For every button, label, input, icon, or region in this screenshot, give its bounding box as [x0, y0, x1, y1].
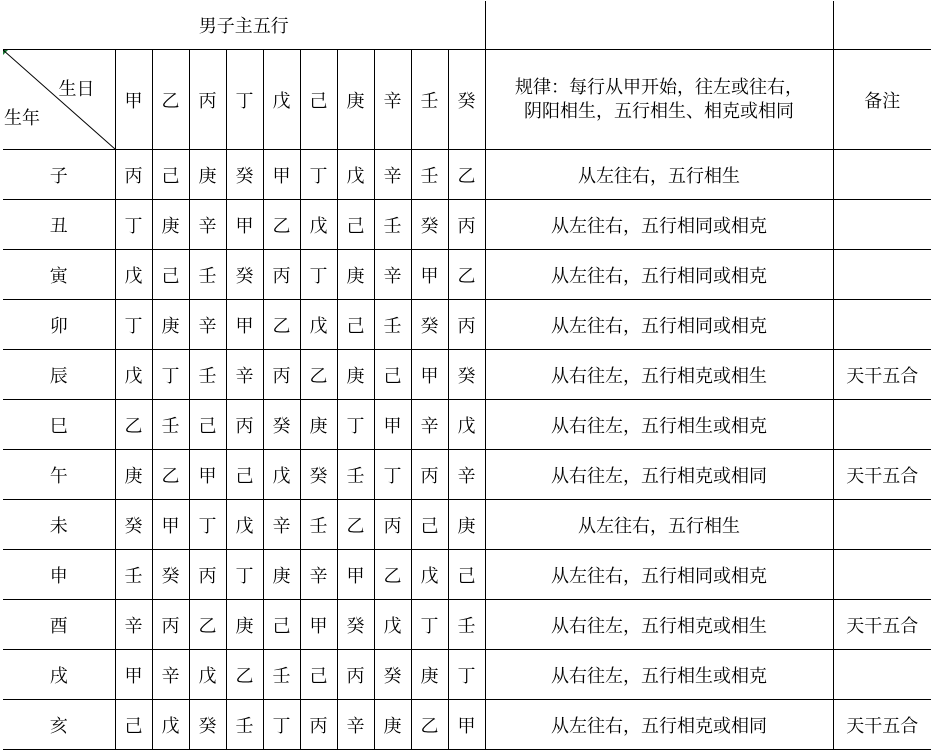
table-row: [3, 350, 931, 400]
stem-cell: 乙: [337, 500, 374, 550]
stem-cell: 乙: [152, 450, 189, 500]
stem-cell: 乙: [263, 200, 300, 250]
stem-cell: 壬: [152, 400, 189, 450]
branch-cell: 巳: [3, 400, 115, 450]
stem-cell: 壬: [263, 650, 300, 700]
stem-cell: 甲: [189, 450, 226, 500]
remark-cell: [833, 250, 931, 300]
stem-cell: 戊: [152, 700, 189, 750]
birth-year-label: 生年: [4, 108, 40, 129]
birth-day-label: 生日: [58, 79, 95, 100]
stem-cell: 戊: [300, 200, 337, 250]
stem-cell: 己: [115, 700, 152, 750]
stem-cell: 甲: [300, 600, 337, 650]
stem-cell: 癸: [300, 450, 337, 500]
stem-cell: 己: [448, 550, 485, 600]
stem-cell: 丁: [448, 650, 485, 700]
stem-cell: 丁: [115, 200, 152, 250]
table-row: [3, 450, 931, 500]
stem-cell: 壬: [189, 350, 226, 400]
stem-cell: 壬: [411, 150, 448, 200]
stem-cell: 丙: [263, 250, 300, 300]
stem-cell: 丙: [448, 200, 485, 250]
stem-cell: 己: [300, 650, 337, 700]
stem-cell: 己: [226, 450, 263, 500]
remark-cell: [833, 500, 931, 550]
stem-header: 戊: [263, 50, 300, 150]
remark-cell: 天干五合: [833, 700, 931, 750]
table-row: [3, 700, 931, 750]
branch-cell: 戌: [3, 650, 115, 700]
stem-cell: 甲: [337, 550, 374, 600]
remark-cell: 天干五合: [833, 350, 931, 400]
stem-cell: 癸: [448, 350, 485, 400]
stem-cell: 戊: [226, 500, 263, 550]
rule-cell: 从左往右，五行相同或相克: [485, 250, 833, 300]
stem-cell: 戊: [300, 300, 337, 350]
stem-cell: 辛: [189, 200, 226, 250]
branch-cell: 亥: [3, 700, 115, 750]
stem-cell: 丙: [152, 600, 189, 650]
title-blank-rule: [485, 1, 833, 50]
stem-cell: 庚: [374, 700, 411, 750]
stem-cell: 乙: [115, 400, 152, 450]
table-row: [3, 600, 931, 650]
table-row: [3, 200, 931, 250]
branch-cell: 申: [3, 550, 115, 600]
remark-header: 备注: [833, 50, 931, 150]
stem-header: 乙: [152, 50, 189, 150]
stem-cell: 庚: [300, 400, 337, 450]
stem-cell: 甲: [152, 500, 189, 550]
rule-cell: 从左往右，五行相生: [485, 150, 833, 200]
rule-header: [485, 50, 833, 150]
branch-cell: 未: [3, 500, 115, 550]
stem-cell: 丁: [411, 600, 448, 650]
table-row: [3, 550, 931, 600]
stem-cell: 辛: [411, 400, 448, 450]
stem-cell: 戊: [115, 350, 152, 400]
stem-cell: 丁: [226, 550, 263, 600]
remark-cell: [833, 650, 931, 700]
branch-cell: 寅: [3, 250, 115, 300]
stem-cell: 辛: [263, 500, 300, 550]
rule-cell: 从右往左，五行相生或相克: [485, 650, 833, 700]
stem-cell: 丁: [115, 300, 152, 350]
stem-cell: 丙: [374, 500, 411, 550]
stem-cell: 己: [263, 600, 300, 650]
stem-cell: 甲: [374, 400, 411, 450]
table-row: [3, 300, 931, 350]
branch-cell: 子: [3, 150, 115, 200]
branch-cell: 辰: [3, 350, 115, 400]
remark-cell: 天干五合: [833, 450, 931, 500]
stem-cell: 己: [374, 350, 411, 400]
stem-cell: 辛: [374, 150, 411, 200]
stem-cell: 戊: [411, 550, 448, 600]
title-row: [3, 1, 931, 50]
stem-cell: 丁: [300, 250, 337, 300]
stem-cell: 己: [152, 150, 189, 200]
stem-cell: 甲: [115, 650, 152, 700]
stem-cell: 癸: [263, 400, 300, 450]
rule-cell: 从右往左，五行相克或相同: [485, 450, 833, 500]
stem-cell: 庚: [115, 450, 152, 500]
stem-cell: 甲: [448, 700, 485, 750]
branch-cell: 午: [3, 450, 115, 500]
stem-header: 癸: [448, 50, 485, 150]
stem-cell: 壬: [189, 250, 226, 300]
stem-cell: 壬: [374, 300, 411, 350]
stem-cell: 丙: [263, 350, 300, 400]
stem-cell: 庚: [448, 500, 485, 550]
stem-cell: 癸: [226, 250, 263, 300]
stem-cell: 戊: [189, 650, 226, 700]
rule-cell: 从左往右，五行相同或相克: [485, 300, 833, 350]
stem-cell: 乙: [189, 600, 226, 650]
stem-cell: 壬: [115, 550, 152, 600]
stem-cell: 辛: [152, 650, 189, 700]
stem-cell: 壬: [337, 450, 374, 500]
stem-cell: 丁: [152, 350, 189, 400]
stem-cell: 庚: [152, 200, 189, 250]
stem-cell: 戊: [374, 600, 411, 650]
stem-cell: 壬: [448, 600, 485, 650]
stem-cell: 甲: [226, 300, 263, 350]
stem-header: 丙: [189, 50, 226, 150]
five-elements-table: [3, 1, 931, 750]
stem-cell: 丙: [411, 450, 448, 500]
stem-cell: 丁: [263, 700, 300, 750]
rule-cell: 从右往左，五行相克或相生: [485, 350, 833, 400]
stem-cell: 癸: [152, 550, 189, 600]
stem-cell: 乙: [226, 650, 263, 700]
stem-cell: 庚: [337, 350, 374, 400]
stem-cell: 己: [337, 300, 374, 350]
stem-header: 辛: [374, 50, 411, 150]
stem-cell: 辛: [337, 700, 374, 750]
table-row: [3, 400, 931, 450]
stem-cell: 戊: [448, 400, 485, 450]
header-row: [3, 50, 931, 150]
stem-cell: 丁: [300, 150, 337, 200]
stem-cell: 乙: [300, 350, 337, 400]
title-blank-remark: [833, 1, 931, 50]
stem-cell: 癸: [337, 600, 374, 650]
remark-cell: [833, 550, 931, 600]
stem-header: 庚: [337, 50, 374, 150]
rule-header-line-2: 阴阳相生，五行相生、相克或相同: [524, 100, 794, 122]
stem-cell: 己: [411, 500, 448, 550]
stem-header: 丁: [226, 50, 263, 150]
remark-cell: [833, 400, 931, 450]
stem-cell: 庚: [337, 250, 374, 300]
stem-cell: 己: [337, 200, 374, 250]
rule-cell: 从左往右，五行相同或相克: [485, 550, 833, 600]
stem-cell: 丁: [337, 400, 374, 450]
stem-cell: 甲: [411, 250, 448, 300]
table-row: [3, 150, 931, 200]
remark-cell: 天干五合: [833, 600, 931, 650]
stem-cell: 癸: [374, 650, 411, 700]
branch-cell: 酉: [3, 600, 115, 650]
stem-cell: 乙: [263, 300, 300, 350]
stem-header: 己: [300, 50, 337, 150]
table-row: [3, 500, 931, 550]
stem-cell: 丙: [226, 400, 263, 450]
rule-cell: 从左往右，五行相生: [485, 500, 833, 550]
stem-cell: 己: [152, 250, 189, 300]
stem-cell: 庚: [226, 600, 263, 650]
remark-cell: [833, 200, 931, 250]
branch-cell: 丑: [3, 200, 115, 250]
stem-cell: 甲: [226, 200, 263, 250]
stem-cell: 乙: [448, 250, 485, 300]
stem-cell: 乙: [411, 700, 448, 750]
stem-cell: 丙: [189, 550, 226, 600]
rule-cell: 从右往左，五行相克或相生: [485, 600, 833, 650]
rule-header-line-1: 规律：每行从甲开始，往左或往右，: [515, 76, 803, 98]
stem-header: 壬: [411, 50, 448, 150]
remark-cell: [833, 150, 931, 200]
table-body: [3, 1, 931, 750]
table-title: 男子主五行: [3, 1, 485, 50]
stem-cell: 壬: [374, 200, 411, 250]
stem-cell: 丁: [374, 450, 411, 500]
stem-cell: 己: [189, 400, 226, 450]
stem-cell: 癸: [115, 500, 152, 550]
rule-cell: 从右往左，五行相生或相克: [485, 400, 833, 450]
stem-cell: 癸: [411, 200, 448, 250]
stem-cell: 庚: [263, 550, 300, 600]
branch-cell: 卯: [3, 300, 115, 350]
stem-cell: 庚: [152, 300, 189, 350]
stem-cell: 丙: [115, 150, 152, 200]
stem-cell: 壬: [300, 500, 337, 550]
stem-cell: 丙: [448, 300, 485, 350]
stem-header: 甲: [115, 50, 152, 150]
stem-cell: 癸: [226, 150, 263, 200]
stem-cell: 戊: [337, 150, 374, 200]
stem-cell: 癸: [189, 700, 226, 750]
table-row: [3, 650, 931, 700]
rule-cell: 从左往右，五行相同或相克: [485, 200, 833, 250]
stem-cell: 丁: [189, 500, 226, 550]
stem-cell: 戊: [263, 450, 300, 500]
stem-cell: 乙: [374, 550, 411, 600]
stem-cell: 辛: [189, 300, 226, 350]
stem-cell: 壬: [226, 700, 263, 750]
stem-cell: 辛: [448, 450, 485, 500]
stem-cell: 辛: [115, 600, 152, 650]
stem-cell: 戊: [115, 250, 152, 300]
stem-cell: 辛: [374, 250, 411, 300]
stem-cell: 丙: [300, 700, 337, 750]
stem-cell: 丙: [337, 650, 374, 700]
stem-cell: 辛: [226, 350, 263, 400]
stem-cell: 甲: [263, 150, 300, 200]
stem-cell: 癸: [411, 300, 448, 350]
stem-cell: 甲: [411, 350, 448, 400]
remark-cell: [833, 300, 931, 350]
rule-cell: 从左往右，五行相克或相同: [485, 700, 833, 750]
stem-cell: 庚: [411, 650, 448, 700]
table-row: [3, 250, 931, 300]
stem-cell: 辛: [300, 550, 337, 600]
diagonal-header-cell: [3, 50, 115, 150]
stem-cell: 乙: [448, 150, 485, 200]
stem-cell: 庚: [189, 150, 226, 200]
